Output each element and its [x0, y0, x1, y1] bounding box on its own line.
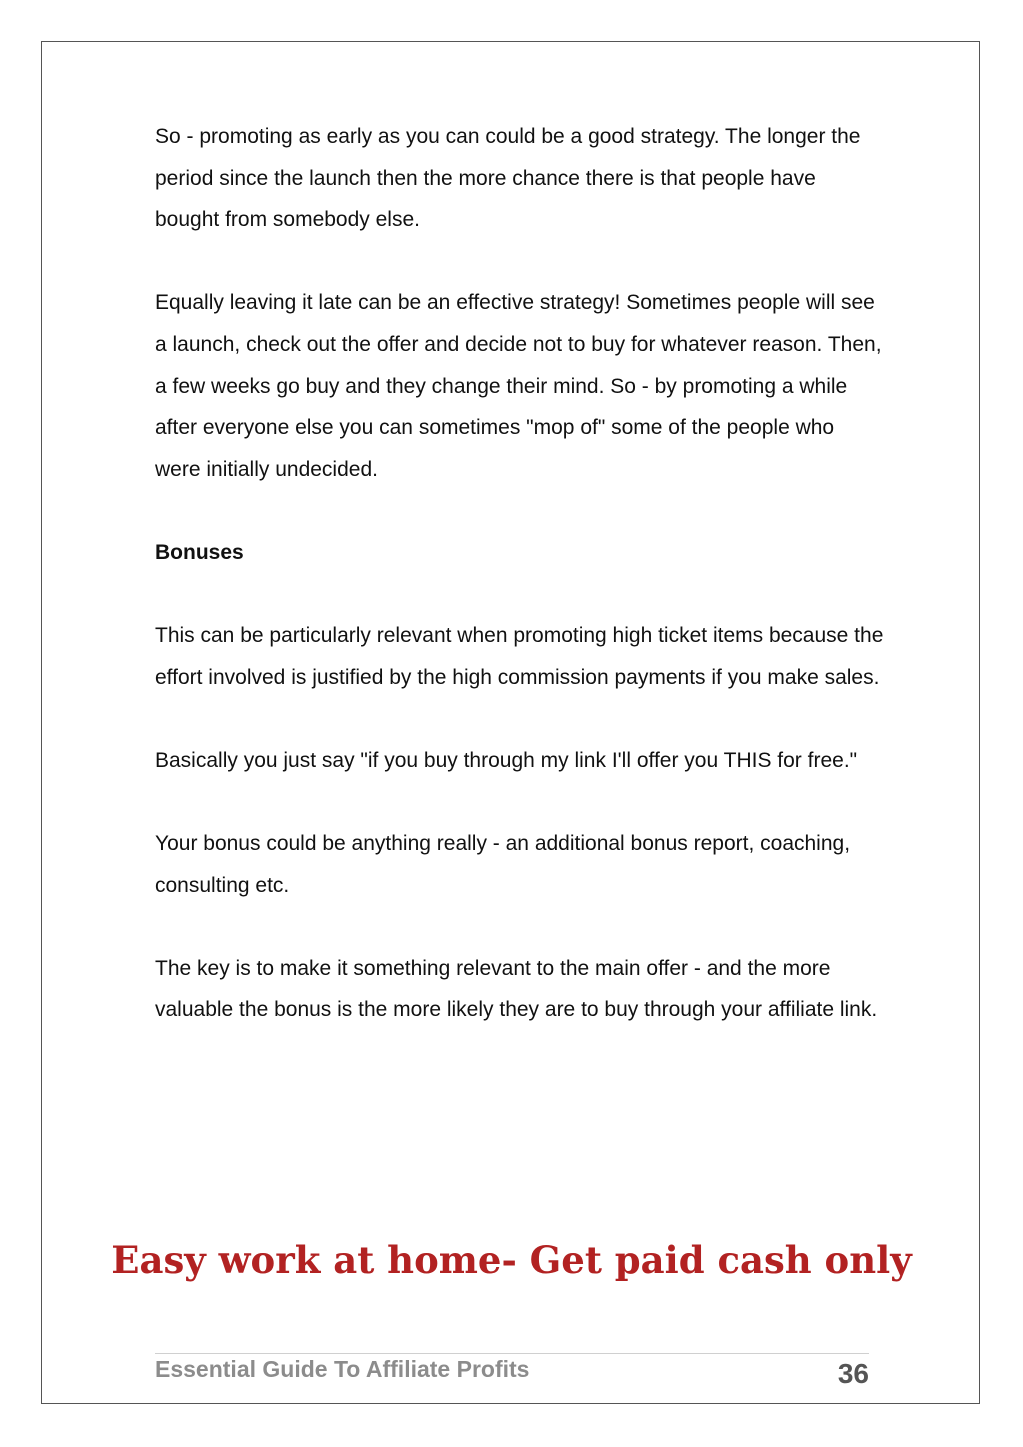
page-number: 36 [837, 1358, 869, 1389]
footer-title: Essential Guide To Affiliate Profits [155, 1356, 530, 1382]
paragraph-bonus-relevance: The key is to make it something relevant to the main offer - and the more valuable the bonus is the more likely they are to buy through your affiliate link. [155, 956, 878, 1022]
paragraph-bonus-offer: Basically you just say "if you buy through my link I'll offer you THIS for free." [155, 748, 858, 772]
section-heading-bonuses: Bonuses [155, 540, 244, 564]
document-body [155, 116, 885, 1073]
promo-link[interactable]: Easy work at home- Get paid cash only [111, 1238, 912, 1282]
paragraph-late-promotion: Equally leaving it late can be an effective strategy! Sometimes people will see a launch, check out the offer and decide not to buy for whatever reason. Then, a few weeks go buy and they change their mind. So - by promoting a while after everyone else you can sometimes "mop of" some of the people who were initially undecided. [155, 291, 882, 481]
paragraph-early-promotion: So - promoting as early as you can could be a good strategy. The longer the period since the launch then the more chance there is that people have bought from somebody else. [155, 125, 861, 232]
paragraph-high-ticket: This can be particularly relevant when promoting high ticket items because the effort involved is justified by the high commission payments if you make sales. [155, 624, 884, 689]
footer-divider [155, 1353, 869, 1354]
paragraph-bonus-examples: Your bonus could be anything really - an additional bonus report, coaching, consulting etc. [155, 832, 851, 897]
